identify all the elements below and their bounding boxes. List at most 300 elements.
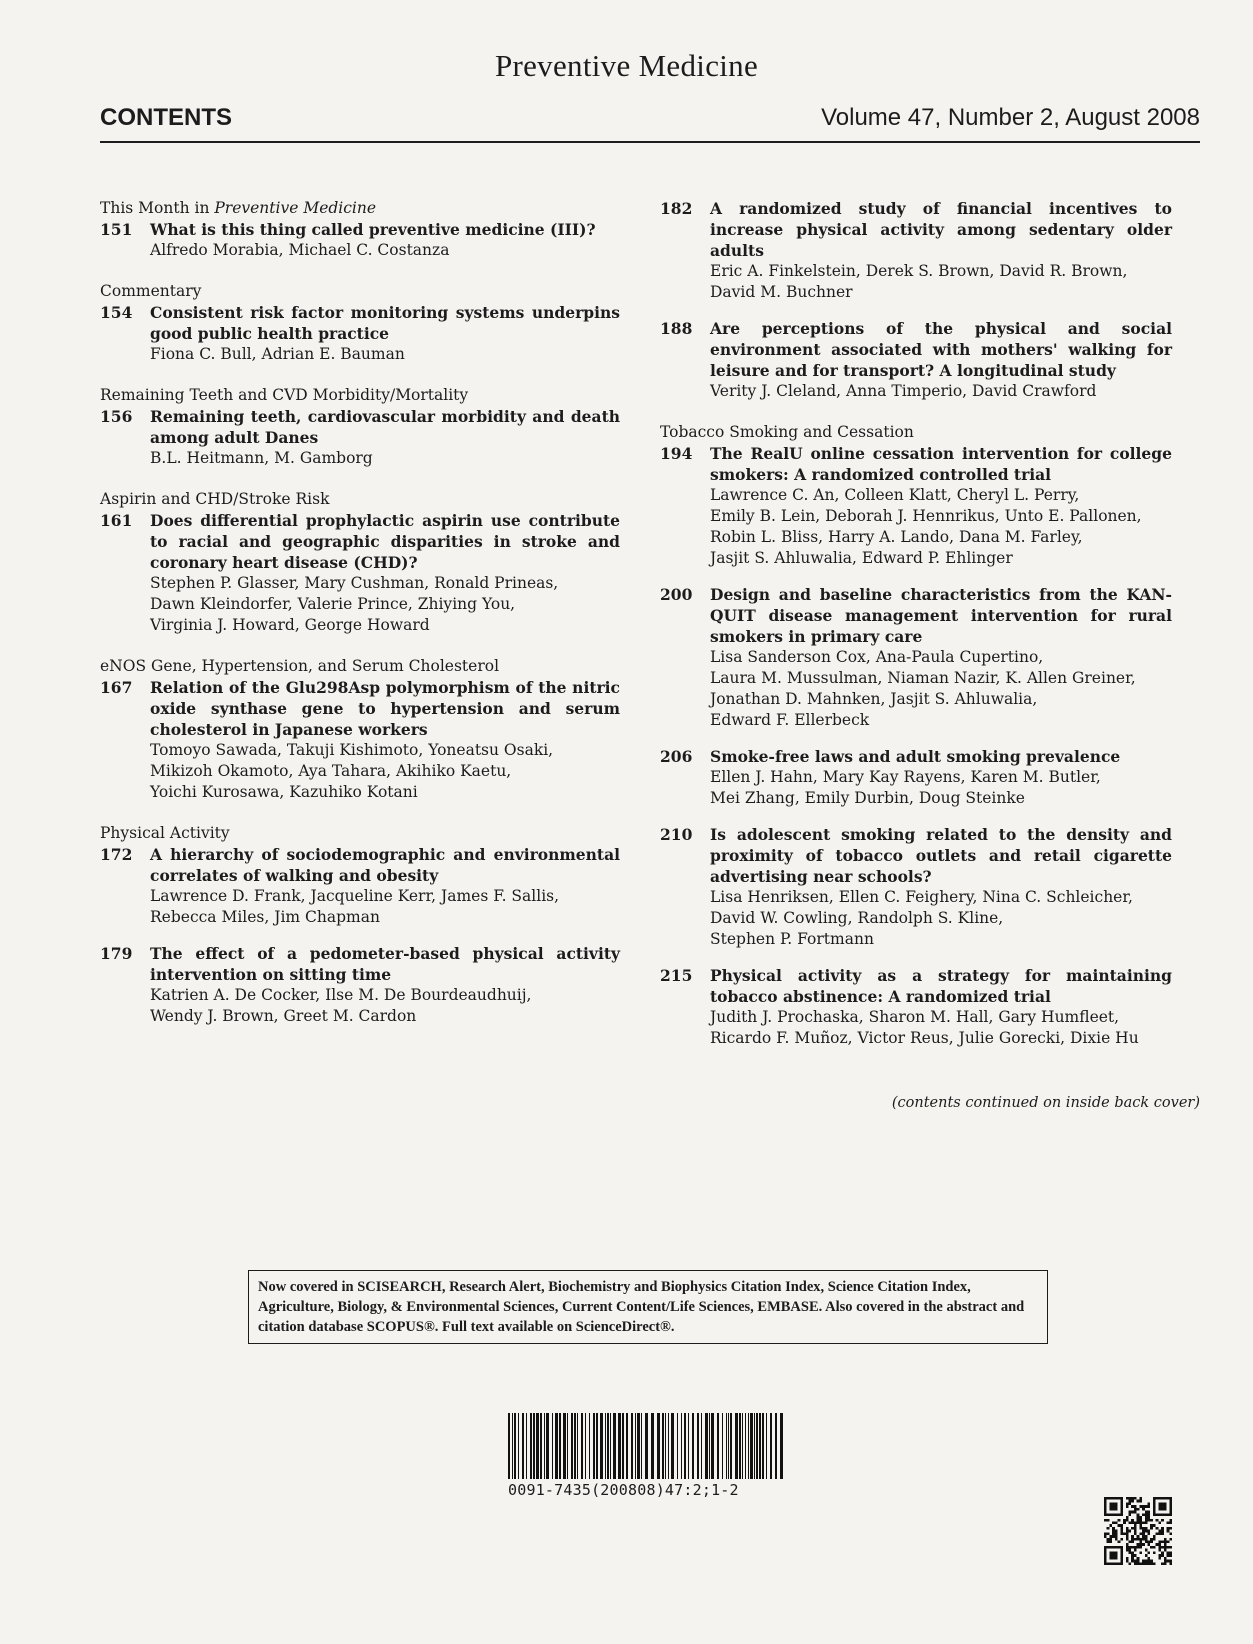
qr-module [1148, 1502, 1151, 1505]
qr-module [1158, 1557, 1161, 1560]
article-authors: Lawrence C. An, Colleen Klatt, Cheryl L. Perry, Emily B. Lein, Deborah J. Hennrikus, Unto E. Pallonen, Robin L. Bliss, Harry A. Lando, Dana M. Farley, Jasjit S. Ahluwalia, Edward P. Ehlinger [710, 486, 1142, 567]
barcode-bar [735, 1413, 738, 1479]
qr-module [1139, 1524, 1142, 1527]
qr-module [1158, 1554, 1161, 1557]
barcode-bar [581, 1413, 583, 1479]
qr-module [1109, 1524, 1112, 1527]
qr-module [1145, 1562, 1148, 1565]
qr-module [1169, 1519, 1172, 1522]
qr-module [1148, 1557, 1151, 1560]
contents-label: CONTENTS [100, 104, 232, 131]
qr-module [1134, 1532, 1137, 1535]
entry-body [150, 943, 620, 1027]
qr-module [1134, 1521, 1137, 1524]
entry-body [710, 965, 1172, 1049]
qr-module [1150, 1560, 1153, 1563]
page-number: 182 [660, 199, 693, 218]
barcode-bar [665, 1413, 666, 1479]
qr-module [1150, 1538, 1153, 1541]
qr-module [1137, 1538, 1140, 1541]
qr-module [1167, 1527, 1170, 1530]
qr-module [1167, 1541, 1170, 1544]
page-number: 154 [100, 303, 133, 322]
qr-module [1156, 1543, 1159, 1546]
right-column [660, 198, 1172, 1069]
toc-entry[interactable] [660, 824, 1172, 950]
qr-module [1134, 1511, 1137, 1514]
page-number: 206 [660, 747, 693, 766]
qr-module [1142, 1560, 1145, 1563]
article-title: Are perceptions of the physical and social environment associated with mothers' walking for leisure and for transport? A longitudinal study [710, 319, 1172, 380]
article-authors: Lawrence D. Frank, Jacqueline Kerr, James F. Sallis, Rebecca Miles, Jim Chapman [150, 887, 560, 926]
qr-module [1115, 1530, 1118, 1533]
qr-module [1131, 1519, 1134, 1522]
qr-module [1161, 1554, 1164, 1557]
qr-module [1167, 1546, 1170, 1549]
qr-module [1139, 1546, 1142, 1549]
qr-module [1126, 1519, 1129, 1522]
qr-module [1164, 1546, 1167, 1549]
qr-module [1148, 1562, 1151, 1565]
left-column [100, 198, 620, 1047]
barcode-bar [770, 1413, 772, 1479]
entry-body [710, 824, 1172, 950]
qr-module [1131, 1560, 1134, 1563]
qr-module [1164, 1543, 1167, 1546]
qr-module [1131, 1554, 1134, 1557]
article-authors: Stephen P. Glasser, Mary Cushman, Ronald Prineas, Dawn Kleindorfer, Valerie Prince, Zhiying You, Virginia J. Howard, George Howard [150, 574, 559, 634]
qr-module [1169, 1521, 1172, 1524]
toc-section [100, 198, 620, 261]
qr-module [1137, 1500, 1140, 1503]
qr-module [1128, 1521, 1131, 1524]
barcode-bar [671, 1413, 674, 1479]
qr-module [1128, 1546, 1131, 1549]
qr-module [1148, 1530, 1151, 1533]
qr-module [1150, 1541, 1153, 1544]
qr-module [1153, 1535, 1156, 1538]
qr-module [1139, 1516, 1142, 1519]
qr-module [1126, 1532, 1129, 1535]
qr-module [1128, 1562, 1131, 1565]
qr-module [1161, 1519, 1164, 1522]
toc-entry[interactable] [660, 318, 1172, 402]
qr-module [1107, 1541, 1110, 1544]
qr-module [1150, 1527, 1153, 1530]
qr-module [1145, 1549, 1148, 1552]
qr-module [1137, 1513, 1140, 1516]
qr-module [1167, 1521, 1170, 1524]
qr-module [1131, 1500, 1134, 1503]
barcode-bar [589, 1413, 590, 1479]
qr-module [1145, 1530, 1148, 1533]
toc-entry[interactable] [660, 198, 1172, 303]
barcode-bar [681, 1413, 682, 1479]
qr-module [1128, 1541, 1131, 1544]
barcode-bar [677, 1413, 678, 1479]
qr-module [1109, 1551, 1117, 1559]
article-title: A randomized study of financial incentives to increase physical activity among sedentary older adults [710, 199, 1172, 260]
qr-module [1153, 1546, 1156, 1549]
section-heading: Tobacco Smoking and Cessation [660, 423, 914, 441]
toc-entry[interactable] [100, 510, 620, 636]
qr-module [1126, 1549, 1129, 1552]
barcode-bar [546, 1413, 549, 1479]
qr-module [1131, 1557, 1134, 1560]
qr-module [1139, 1532, 1142, 1535]
qr-module [1128, 1549, 1131, 1552]
qr-module [1123, 1521, 1126, 1524]
toc-entry[interactable] [100, 219, 620, 261]
barcode-bar [635, 1413, 636, 1479]
barcode-bar [512, 1413, 513, 1479]
qr-module [1142, 1530, 1145, 1533]
toc-entry[interactable] [660, 443, 1172, 569]
qr-module [1164, 1560, 1167, 1563]
article-authors: Katrien A. De Cocker, Ilse M. De Bourdeaudhuij, Wendy J. Brown, Greet M. Cardon [150, 986, 532, 1025]
qr-module [1145, 1560, 1148, 1563]
qr-module [1153, 1562, 1156, 1565]
qr-module [1120, 1524, 1123, 1527]
qr-module [1126, 1557, 1129, 1560]
qr-module [1126, 1543, 1129, 1546]
barcode-bar [709, 1413, 710, 1479]
section-heading [100, 198, 620, 219]
barcode-bars [508, 1413, 784, 1479]
qr-module [1128, 1511, 1131, 1514]
barcode-bar [692, 1413, 694, 1479]
qr-module [1150, 1519, 1153, 1522]
barcode-bar [571, 1413, 573, 1479]
qr-module [1115, 1535, 1118, 1538]
barcode-bar [596, 1413, 598, 1479]
toc-section [100, 489, 620, 636]
barcode-bar [622, 1413, 624, 1479]
qr-module [1107, 1532, 1110, 1535]
qr-module [1153, 1551, 1156, 1554]
qr-module [1131, 1497, 1134, 1500]
continued-note: (contents continued on inside back cover) [891, 1095, 1200, 1111]
section-heading: Commentary [100, 282, 202, 300]
qr-module [1158, 1543, 1161, 1546]
qr-module [1115, 1521, 1118, 1524]
barcode-bar [508, 1413, 510, 1479]
barcode-bar [748, 1413, 749, 1479]
qr-module [1142, 1532, 1145, 1535]
page-number: 167 [100, 678, 133, 697]
qr-module [1169, 1546, 1172, 1549]
qr-module [1134, 1530, 1137, 1533]
qr-module [1169, 1551, 1172, 1554]
section-heading-text: This Month in [100, 199, 215, 217]
qr-module [1161, 1527, 1164, 1530]
article-title: What is this thing called preventive medicine (III)? [150, 220, 596, 239]
qr-module [1139, 1527, 1142, 1530]
qr-module [1158, 1546, 1161, 1549]
entry-body [710, 746, 1172, 809]
toc-section [100, 385, 620, 469]
qr-module [1131, 1535, 1134, 1538]
barcode-bar [522, 1413, 524, 1479]
qr-module [1142, 1527, 1145, 1530]
qr-module [1104, 1535, 1107, 1538]
article-title: Does differential prophylactic aspirin use contribute to racial and geographic disparities in stroke and coronary heart disease (CHD)? [150, 511, 620, 572]
barcode-bar [688, 1413, 689, 1479]
barcode-bar [766, 1413, 767, 1479]
qr-module [1120, 1530, 1123, 1533]
qr-module [1104, 1532, 1107, 1535]
qr-module [1126, 1497, 1129, 1500]
qr-module [1169, 1554, 1172, 1557]
barcode-bar [593, 1413, 595, 1479]
qr-module [1142, 1562, 1145, 1565]
barcode-bar [750, 1413, 753, 1479]
section-heading: Remaining Teeth and CVD Morbidity/Mortality [100, 386, 469, 404]
barcode-bar [697, 1413, 699, 1479]
toc-entry[interactable] [100, 677, 620, 803]
barcode-bar [514, 1413, 516, 1479]
qr-module [1126, 1560, 1129, 1563]
toc-entry[interactable] [660, 965, 1172, 1049]
qr-module [1134, 1508, 1137, 1511]
qr-module [1137, 1521, 1140, 1524]
qr-module [1145, 1521, 1148, 1524]
qr-code-icon [1104, 1497, 1172, 1565]
qr-module [1134, 1562, 1137, 1565]
toc-entry[interactable] [100, 406, 620, 469]
toc-section [100, 823, 620, 1027]
qr-module [1169, 1538, 1172, 1541]
qr-module [1142, 1513, 1145, 1516]
barcode-bar [762, 1413, 764, 1479]
entry-body [710, 443, 1172, 569]
toc-entry[interactable] [100, 302, 620, 365]
qr-module [1169, 1532, 1172, 1535]
qr-module [1142, 1521, 1145, 1524]
qr-module [1158, 1532, 1161, 1535]
qr-module [1112, 1521, 1115, 1524]
qr-module [1134, 1554, 1137, 1557]
qr-module [1158, 1541, 1161, 1544]
barcode-bar [607, 1413, 609, 1479]
qr-module [1150, 1524, 1153, 1527]
section-heading-italic: Preventive Medicine [214, 199, 377, 217]
entry-body [710, 584, 1172, 731]
qr-module [1145, 1505, 1148, 1508]
qr-module [1139, 1562, 1142, 1565]
qr-module [1145, 1513, 1148, 1516]
toc-section [660, 422, 1172, 1049]
qr-module [1134, 1505, 1137, 1508]
qr-module [1134, 1560, 1137, 1563]
page-number: 156 [100, 407, 133, 426]
qr-module [1164, 1562, 1167, 1565]
issue-info: Volume 47, Number 2, August 2008 [821, 104, 1200, 131]
qr-module [1164, 1549, 1167, 1552]
qr-module [1148, 1543, 1151, 1546]
toc-entry[interactable] [660, 584, 1172, 731]
qr-module [1148, 1532, 1151, 1535]
qr-module [1128, 1497, 1131, 1500]
qr-module [1139, 1505, 1142, 1508]
qr-module [1153, 1538, 1156, 1541]
qr-module [1120, 1538, 1123, 1541]
qr-module [1150, 1562, 1153, 1565]
article-authors: B.L. Heitmann, M. Gamborg [150, 449, 373, 467]
barcode-bar [726, 1413, 727, 1479]
qr-module [1128, 1530, 1131, 1533]
coverage-note: Now covered in SCISEARCH, Research Alert, Biochemistry and Biophysics Citation Index, Science Citation Index, Agriculture, Biology, & Environmental Sciences, Current Content/Life Sciences, EMBASE. Also covered in the abstract and citation database SCOPUS®. Full text available on ScienceDirect®. [248, 1270, 1048, 1344]
qr-module [1167, 1560, 1170, 1563]
qr-module [1158, 1502, 1166, 1510]
qr-module [1126, 1505, 1129, 1508]
barcode-bar [641, 1413, 642, 1479]
barcode-bar [662, 1413, 664, 1479]
barcode-bar [605, 1413, 606, 1479]
qr-module [1118, 1524, 1121, 1527]
journal-title: Preventive Medicine [494, 48, 759, 83]
qr-module [1167, 1554, 1170, 1557]
qr-module [1139, 1497, 1142, 1500]
qr-module [1112, 1532, 1115, 1535]
qr-module [1137, 1560, 1140, 1563]
qr-module [1158, 1521, 1161, 1524]
qr-module [1139, 1538, 1142, 1541]
barcode-bar [701, 1413, 702, 1479]
qr-module [1126, 1530, 1129, 1533]
barcode-bar [567, 1413, 568, 1479]
barcode-bar [552, 1413, 553, 1479]
qr-module [1158, 1549, 1161, 1552]
page-number: 151 [100, 220, 133, 239]
page-number: 210 [660, 825, 693, 844]
barcode-bar [645, 1413, 648, 1479]
qr-module [1126, 1527, 1129, 1530]
qr-module [1142, 1508, 1145, 1511]
qr-module [1120, 1532, 1123, 1535]
qr-module [1148, 1516, 1151, 1519]
qr-module [1169, 1562, 1172, 1565]
barcode-bar [745, 1413, 746, 1479]
page-number: 215 [660, 966, 693, 985]
article-title: The effect of a pedometer-based physical activity intervention on sitting time [150, 944, 620, 984]
page-number: 172 [100, 845, 133, 864]
barcode-bar [711, 1413, 714, 1479]
article-authors: Judith J. Prochaska, Sharon M. Hall, Gary Humfleet, Ricardo F. Muñoz, Victor Reus, Julie Gorecki, Dixie Hu [710, 1008, 1139, 1047]
qr-module [1107, 1538, 1110, 1541]
qr-module [1148, 1511, 1151, 1514]
article-authors: Tomoyo Sawada, Takuji Kishimoto, Yoneatsu Osaki, Mikizoh Okamoto, Aya Tahara, Akihiko Kaetu, Yoichi Kurosawa, Kazuhiko Kotani [150, 741, 554, 801]
article-authors: Alfredo Morabia, Michael C. Costanza [150, 241, 450, 259]
qr-module [1112, 1527, 1115, 1530]
article-title: Relation of the Glu298Asp polymorphism of the nitric oxide synthase gene to hypertension and serum cholesterol in Japanese workers [150, 678, 620, 739]
barcode-bar [728, 1413, 729, 1479]
qr-module [1109, 1538, 1112, 1541]
qr-module [1161, 1532, 1164, 1535]
qr-module [1134, 1546, 1137, 1549]
barcode-bar [610, 1413, 611, 1479]
barcode-bar [530, 1413, 532, 1479]
article-title: A hierarchy of sociodemographic and environmental correlates of walking and obesity [150, 845, 620, 885]
barcode-bar [618, 1413, 621, 1479]
qr-module [1145, 1541, 1148, 1544]
barcode-bar [730, 1413, 732, 1479]
qr-module [1131, 1521, 1134, 1524]
qr-module [1131, 1511, 1134, 1514]
qr-module [1148, 1505, 1151, 1508]
section-heading: Aspirin and CHD/Stroke Risk [100, 490, 330, 508]
entry-body [150, 406, 620, 469]
qr-module [1167, 1551, 1170, 1554]
barcode-number: 0091-7435(200808)47:2;1-2 [508, 1481, 739, 1499]
qr-module [1148, 1519, 1151, 1522]
qr-module [1145, 1511, 1148, 1514]
barcode-bar [780, 1413, 783, 1479]
qr-module [1137, 1543, 1140, 1546]
toc-entry[interactable] [100, 844, 620, 928]
qr-module [1148, 1551, 1151, 1554]
barcode-bar [739, 1413, 741, 1479]
qr-module [1107, 1519, 1110, 1522]
qr-module [1107, 1527, 1110, 1530]
entry-body [150, 677, 620, 803]
qr-module [1137, 1519, 1140, 1522]
page-number: 161 [100, 511, 133, 530]
qr-module [1134, 1527, 1137, 1530]
qr-module [1137, 1546, 1140, 1549]
barcode-bar [631, 1413, 633, 1479]
barcode-bar [657, 1413, 660, 1479]
toc-entry[interactable] [100, 943, 620, 1027]
section-heading: Physical Activity [100, 824, 230, 842]
qr-module [1142, 1538, 1145, 1541]
qr-module [1104, 1519, 1107, 1522]
toc-entry[interactable] [660, 746, 1172, 809]
barcode-bar [536, 1413, 539, 1479]
qr-module [1142, 1535, 1145, 1538]
qr-module [1142, 1543, 1145, 1546]
qr-module [1139, 1500, 1142, 1503]
article-authors: Lisa Henriksen, Ellen C. Feighery, Nina C. Schleicher, David W. Cowling, Randolph S. Kline, Stephen P. Fortmann [710, 888, 1133, 948]
barcode [508, 1413, 784, 1499]
barcode-bar [600, 1413, 603, 1479]
qr-module [1167, 1530, 1170, 1533]
qr-module [1142, 1505, 1145, 1508]
article-title: Smoke-free laws and adult smoking prevalence [710, 747, 1121, 766]
barcode-bar [533, 1413, 535, 1479]
barcode-bar [559, 1413, 561, 1479]
entry-body [710, 318, 1172, 402]
section-heading: eNOS Gene, Hypertension, and Serum Cholesterol [100, 657, 500, 675]
article-authors: Eric A. Finkelstein, Derek S. Brown, David R. Brown, David M. Buchner [710, 262, 1128, 301]
article-title: Remaining teeth, cardiovascular morbidity and death among adult Danes [150, 407, 620, 447]
barcode-bar [526, 1413, 527, 1479]
toc-section [100, 656, 620, 803]
qr-module [1145, 1519, 1148, 1522]
qr-module [1126, 1538, 1129, 1541]
barcode-bar [577, 1413, 578, 1479]
article-title: The RealU online cessation intervention for college smokers: A randomized controlled trial [710, 444, 1172, 484]
barcode-bar [637, 1413, 640, 1479]
qr-module [1118, 1541, 1121, 1544]
barcode-bar [754, 1413, 755, 1479]
qr-module [1134, 1538, 1137, 1541]
qr-module [1112, 1535, 1115, 1538]
barcode-bar [742, 1413, 743, 1479]
article-title: Physical activity as a strategy for maintaining tobacco abstinence: A randomized trial [710, 966, 1172, 1006]
qr-module [1126, 1535, 1129, 1538]
qr-module [1128, 1513, 1131, 1516]
